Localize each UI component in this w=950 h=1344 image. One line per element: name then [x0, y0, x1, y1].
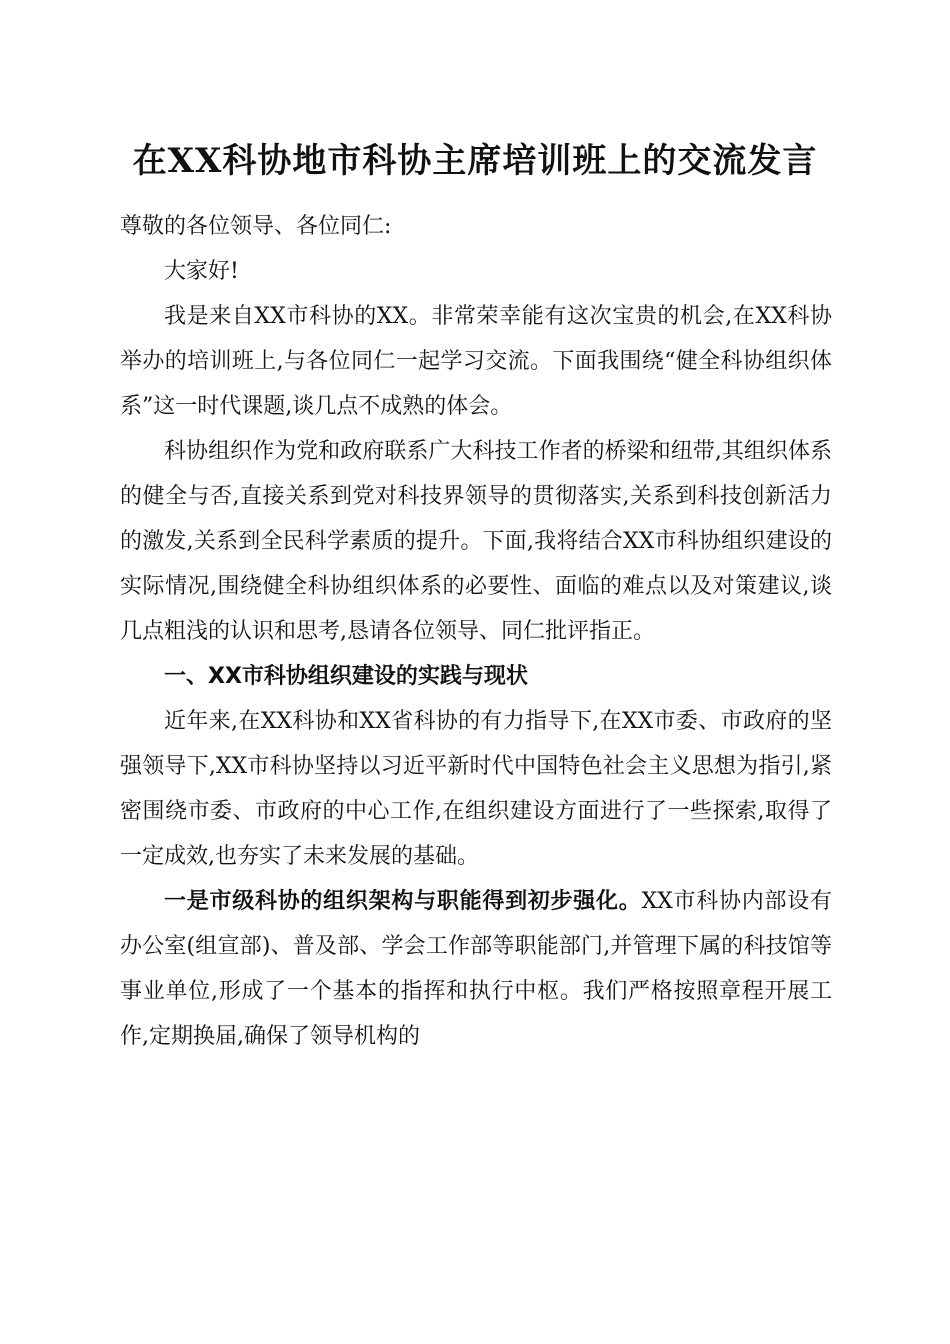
point-one-lead: 一是市级科协的组织架构与职能得到初步强化。: [164, 888, 642, 914]
context-paragraph: 科协组织作为党和政府联系广大科技工作者的桥梁和纽带,其组织体系的健全与否,直接关系到党对科技界领导的贯彻落实,关系到科技创新活力的激发,关系到全民科学素质的提升。下面,我将结合XX市科协组织建设的实际情况,围绕健全科协组织体系的必要性、面临的难点以及对策建议,谈几点粗浅的认识和思考,恳请各位领导、同仁批评指正。: [120, 439, 832, 644]
salutation: 尊敬的各位领导、各位同仁:: [120, 214, 392, 239]
document-body: [120, 204, 832, 1059]
point-one-paragraph: [120, 879, 832, 1059]
document-title: 在XX科协地市科协主席培训班上的交流发言: [132, 141, 818, 181]
intro-paragraph: 我是来自XX市科协的XX。非常荣幸能有这次宝贵的机会,在XX科协举办的培训班上,与各位同仁一起学习交流。下面我围绕“健全科协组织体系”这一时代课题,谈几点不成熟的体会。: [120, 304, 832, 419]
section-paragraph: 近年来,在XX科协和XX省科协的有力指导下,在XX市委、市政府的坚强领导下,XX市科协坚持以习近平新时代中国特色社会主义思想为指引,紧密围绕市委、市政府的中心工作,在组织建设方面进行了一些探索,取得了一定成效,也夯实了未来发展的基础。: [120, 709, 832, 869]
greeting: 大家好!: [164, 259, 239, 284]
section-heading: 一、XX市科协组织建设的实践与现状: [164, 664, 528, 689]
point-one-body: XX市科协内部设有办公室(组宣部)、普及部、学会工作部等职能部门,并管理下属的科技馆等事业单位,形成了一个基本的指挥和执行中枢。我们严格按照章程开展工作,定期换届,确保了领导机构的: [120, 889, 832, 1049]
